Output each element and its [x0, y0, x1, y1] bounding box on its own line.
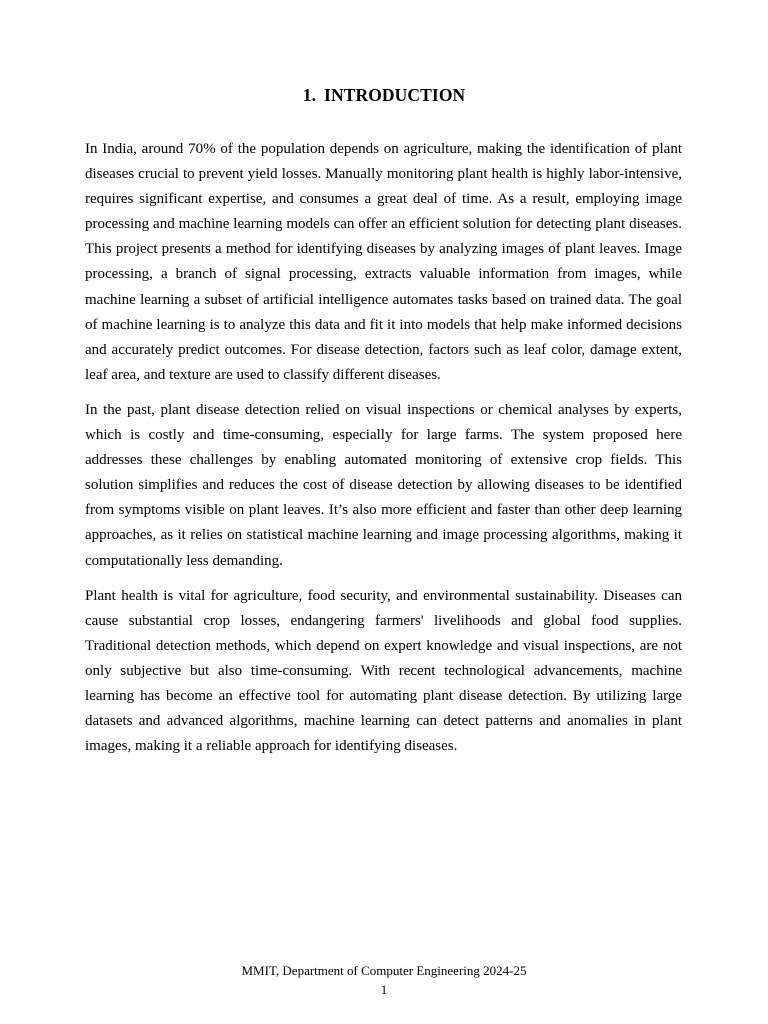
section-title: INTRODUCTION — [324, 85, 466, 105]
body-text — [85, 137, 682, 769]
page-number: 1 — [380, 982, 388, 997]
page-footer — [0, 961, 768, 999]
section-heading — [0, 84, 768, 106]
paragraph: Plant health is vital for agriculture, food security, and environmental sustainability. Diseases can cause substantial crop losses, endangering farmers' livelihoods and global food supplies. Traditional detection methods, which depend on expert knowledge and visual inspections, are not only subjective but also time-consuming. With recent technological advancements, machine learning has become an effective tool for automating plant disease detection. By utilizing large datasets and advanced algorithms, machine learning can detect patterns and anomalies in plant images, making it a reliable approach for identifying diseases. — [85, 587, 682, 755]
paragraph: In India, around 70% of the population depends on agriculture, making the identification of plant diseases crucial to prevent yield losses. Manually monitoring plant health is highly labor-intensive, requires significant expertise, and consumes a great deal of time. As a result, employing image processing and machine learning models can offer an efficient solution for detecting plant diseases. This project presents a method for identifying diseases by analyzing images of plant leaves. Image processing, a branch of signal processing, extracts valuable information from images, while machine learning a subset of artificial intelligence automates tasks based on trained data. The goal of machine learning is to analyze this data and fit it into models that help make informed decisions and accurately predict outcomes. For disease detection, factors such as leaf color, damage extent, leaf area, and texture are used to classify different diseases. — [85, 141, 682, 383]
footer-text: MMIT, Department of Computer Engineering 2024-25 — [241, 963, 527, 978]
paragraph: In the past, plant disease detection relied on visual inspections or chemical analyses by experts, which is costly and time-consuming, especially for large farms. The system proposed here addresses these challenges by enabling automated monitoring of extensive crop fields. This solution simplifies and reduces the cost of disease detection by allowing diseases to be identified from symptoms visible on plant leaves. It’s also more efficient and faster than other deep learning approaches, as it relies on statistical machine learning and image processing algorithms, making it computationally less demanding. — [85, 401, 682, 569]
section-number: 1. — [302, 85, 317, 105]
